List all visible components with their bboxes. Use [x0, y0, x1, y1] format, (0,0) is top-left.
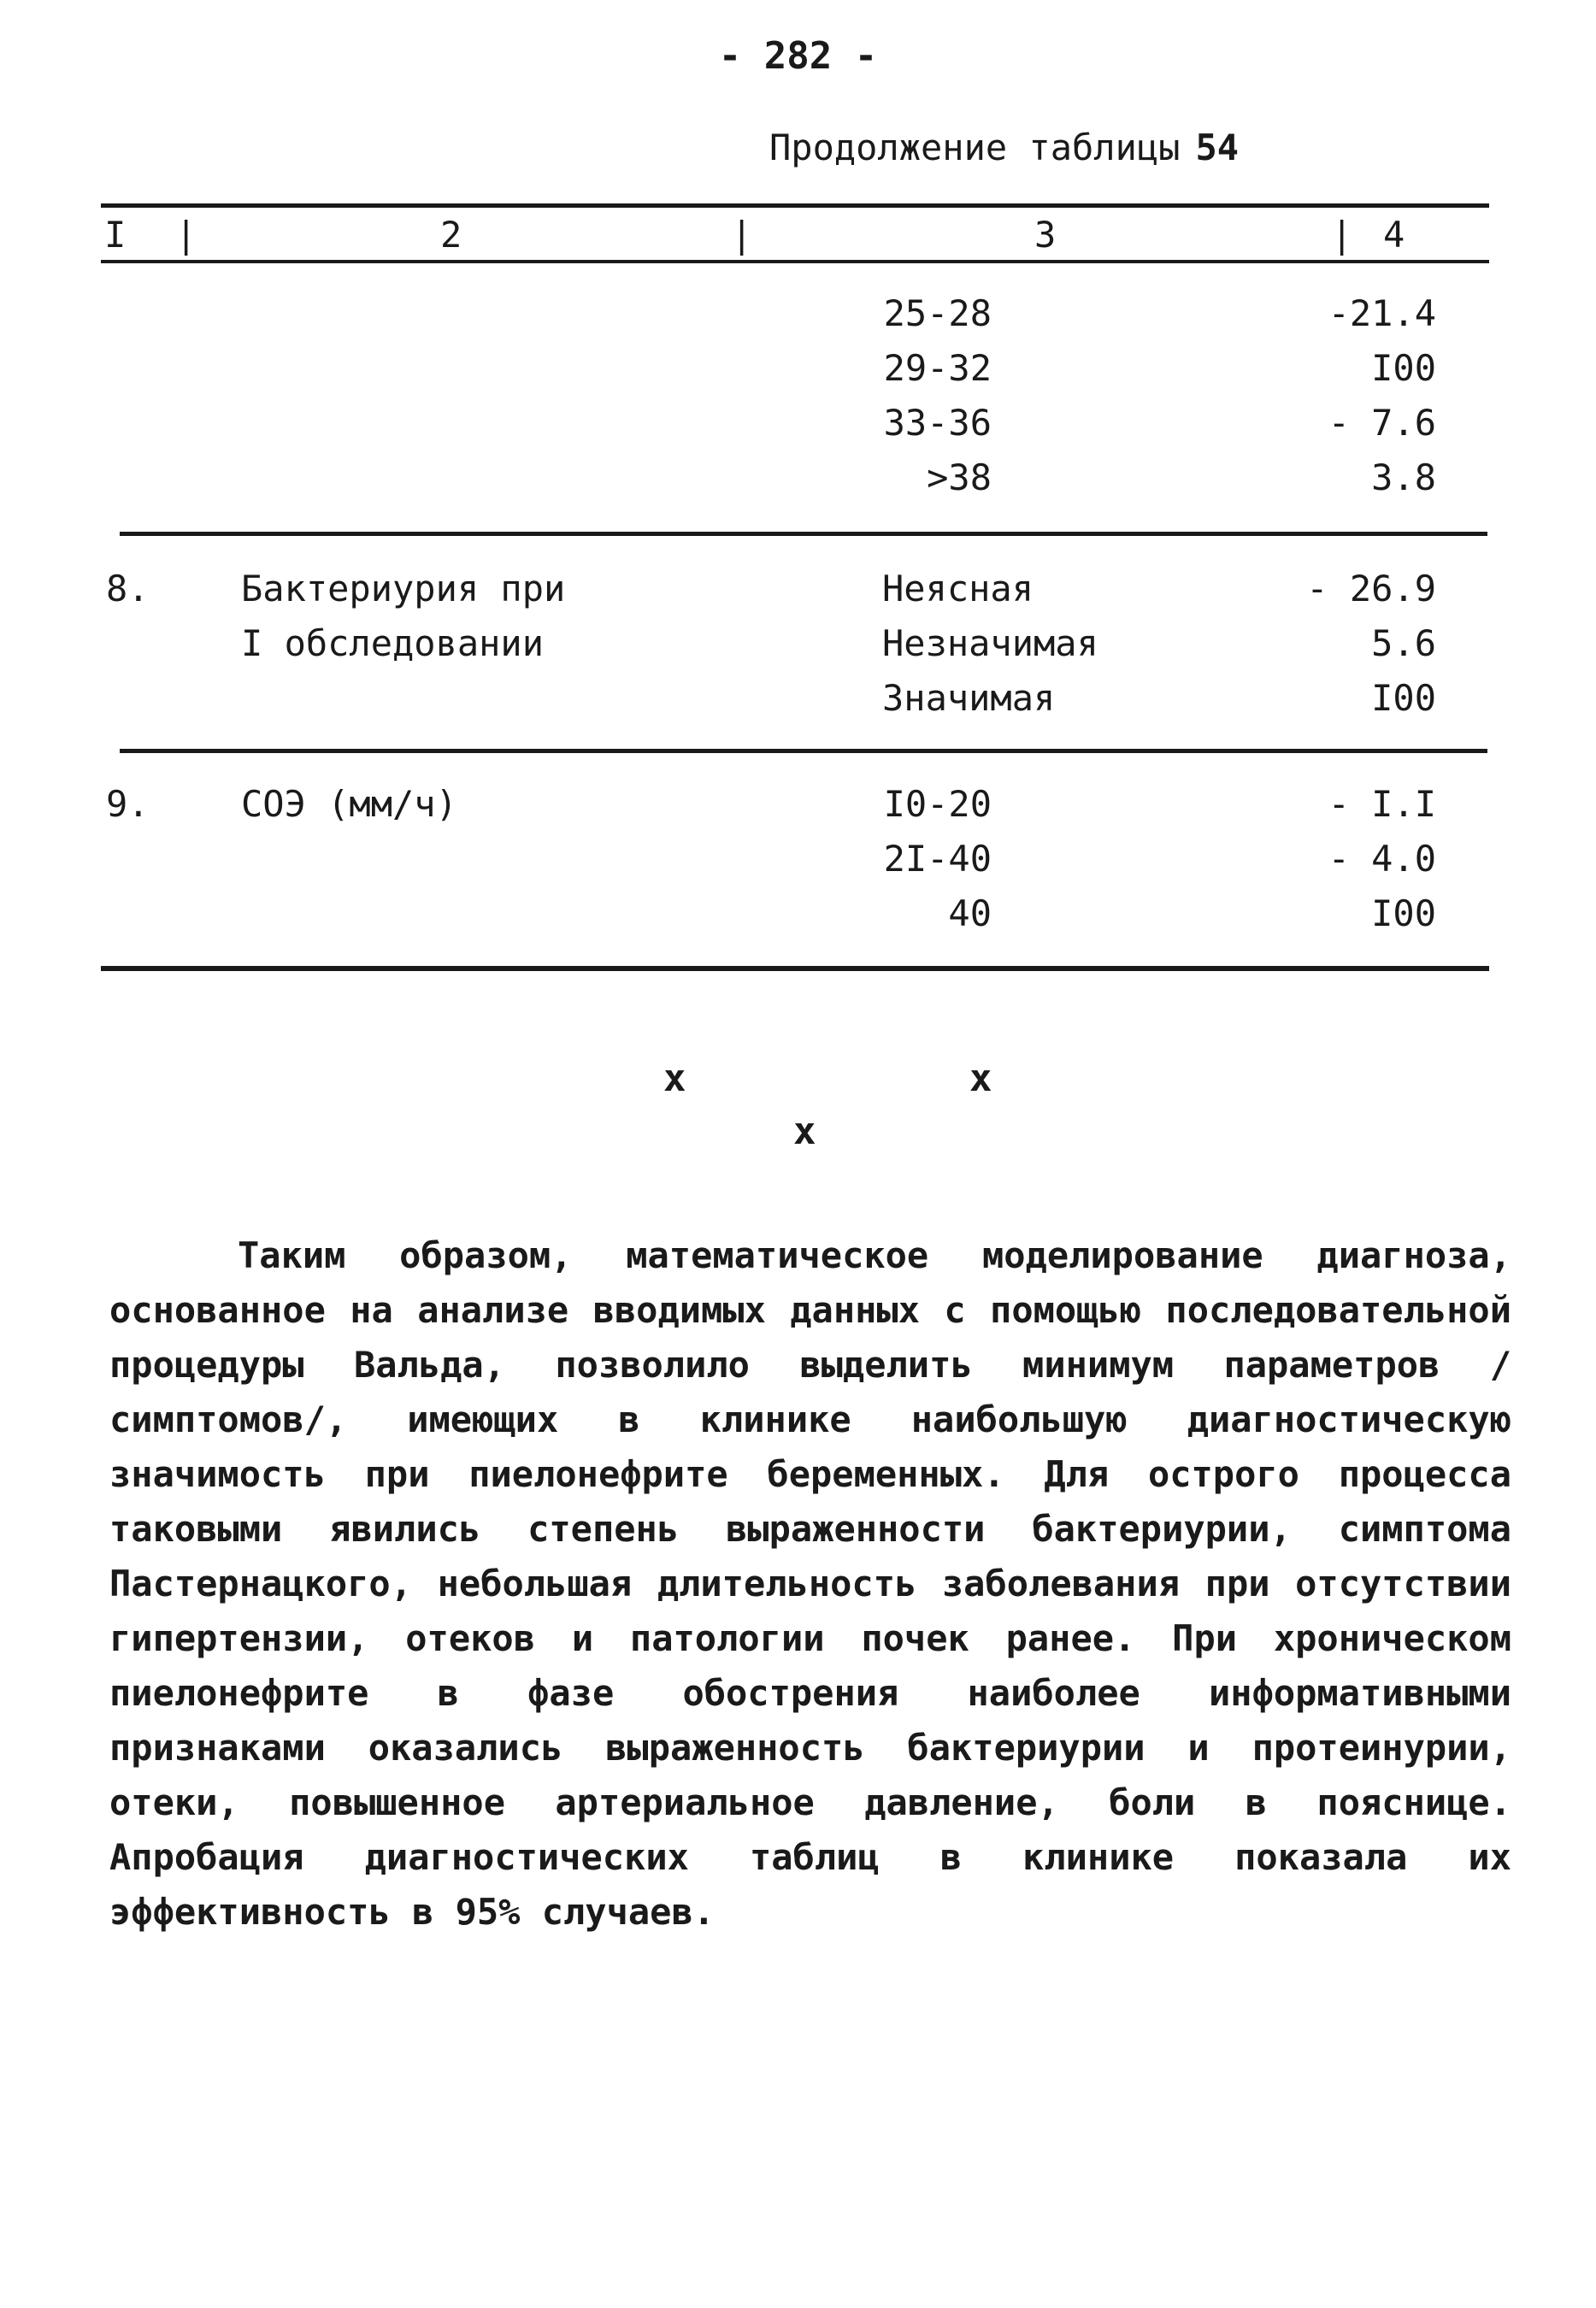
table-cell-value: 33-36: [883, 402, 992, 444]
row-number: 8.: [106, 568, 150, 609]
separator-mark: x: [663, 1057, 686, 1100]
row-parameter-name: Бактериурия при: [241, 568, 566, 609]
table-cell-value: 40: [948, 892, 992, 934]
header-divider-3: |: [1331, 214, 1353, 256]
table-cell-value: 2I-40: [883, 838, 992, 880]
row-number: 9.: [106, 783, 150, 825]
header-col-3: 3: [1034, 214, 1057, 256]
table-cell-value: Значимая: [882, 677, 1056, 719]
row-parameter-name: СОЭ (мм/ч): [241, 783, 457, 825]
table-cell-score: - 4.0: [1328, 838, 1436, 880]
table-cell-value: Незначимая: [882, 622, 1098, 664]
table-cell-value: I0-20: [883, 783, 992, 825]
table-cell-value: 29-32: [883, 347, 992, 389]
table-cell-score: I00: [1371, 347, 1436, 389]
row-separator-rule: [120, 749, 1487, 753]
table-cell-score: - 7.6: [1328, 402, 1436, 444]
table-cell-value: Неясная: [882, 568, 1034, 609]
body-paragraph: Таким образом, математическое моделирование диагноза, основанное на анализе вводимых данных с помощью последовательной процедуры Вальда, позволило выделить минимум параметров /симптомов/, имеющих в клинике наибольшую диагностическую значимость при пиелонефрите беременных. Для острого процесса таковыми явились степень выраженности бактериурии, симптома Пастернацкого, небольшая длительность заболевания при отсутствии гипертензии, отеков и патологии почек ранее. При хроническом пиелонефрите в фазе обострения наиболее информативными признаками оказались выраженность бактериурии и протеинурии, отеки, повышенное артериальное давление, боли в пояснице. Апробация диагностических таблиц в клинике показала их эффективность в 95% случаев.: [109, 1234, 1511, 1933]
header-divider-2: |: [731, 214, 753, 256]
table-cell-score: I00: [1371, 677, 1436, 719]
header-col-2: 2: [440, 214, 462, 256]
table-cell-score: - 26.9: [1306, 568, 1436, 609]
row-parameter-name: I обследовании: [241, 622, 545, 664]
header-bottom-rule: [101, 260, 1489, 263]
table-cell-score: I00: [1371, 892, 1436, 934]
row-separator-rule: [120, 532, 1487, 536]
table-cell-value: >38: [927, 456, 992, 498]
page-number: - 282 -: [718, 34, 878, 78]
header-col-1: I: [104, 214, 127, 256]
table-bottom-rule: [101, 966, 1489, 971]
header-divider-1: |: [175, 214, 197, 256]
table-cell-score: 3.8: [1371, 456, 1436, 498]
table-cell-score: - I.I: [1328, 783, 1436, 825]
header-col-4: 4: [1383, 214, 1405, 256]
separator-mark: x: [969, 1057, 992, 1100]
table-cell-score: 5.6: [1371, 622, 1436, 664]
table-cell-value: 25-28: [883, 292, 992, 334]
table-cell-score: -21.4: [1328, 292, 1436, 334]
continuation-label: Продолжение таблицы: [769, 127, 1181, 168]
table-top-rule: [101, 203, 1489, 208]
table-continuation-caption: [769, 127, 1239, 168]
table-number: 54: [1195, 127, 1240, 168]
separator-mark: x: [793, 1110, 816, 1153]
